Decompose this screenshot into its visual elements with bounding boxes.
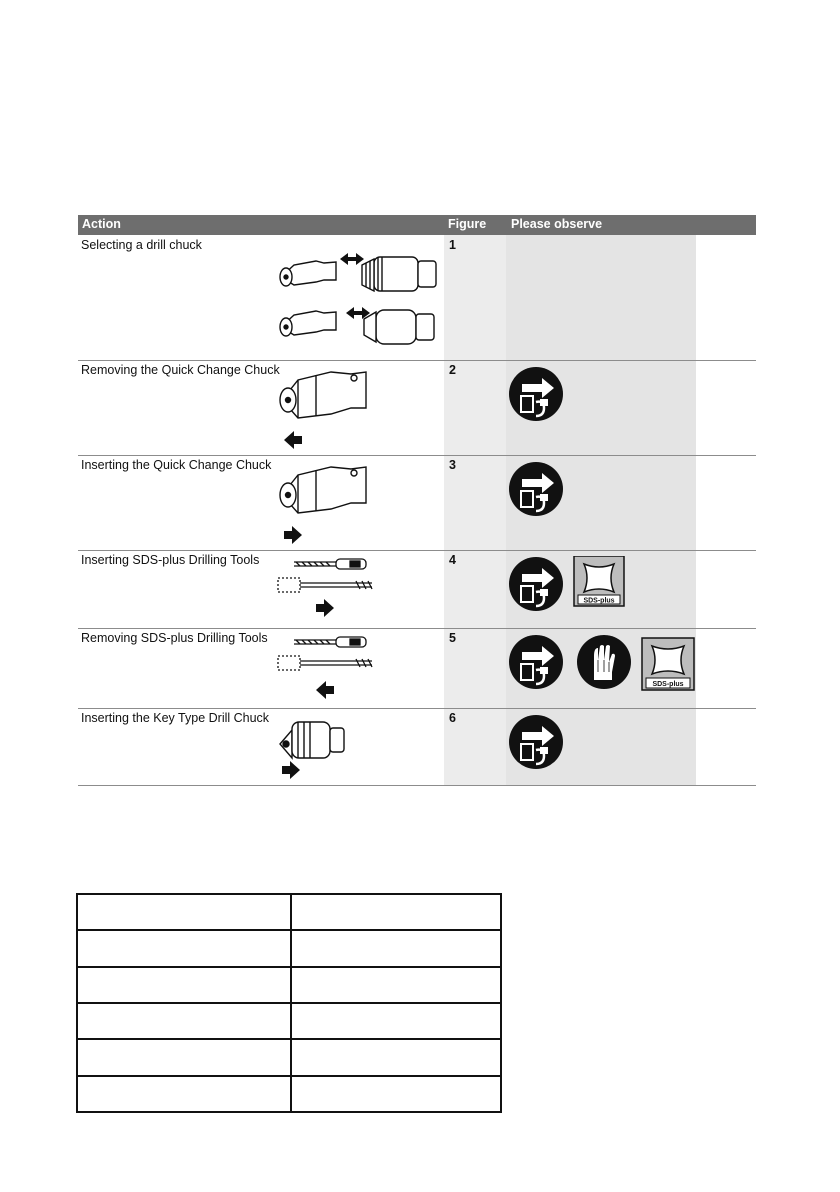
table-row [77, 1003, 501, 1039]
blank-cell [77, 1003, 291, 1039]
figure-number: 1 [449, 238, 456, 252]
unplug-icon [508, 461, 568, 521]
figure-number: 2 [449, 363, 456, 377]
blank-cell [291, 967, 501, 1003]
action-text: Inserting the Quick Change Chuck [81, 458, 272, 472]
table-row [77, 967, 501, 1003]
unplug-icon [509, 557, 563, 611]
blank-cell [291, 894, 501, 930]
action-text: Removing SDS-plus Drilling Tools [81, 631, 268, 645]
figure-number: 3 [449, 458, 456, 472]
table-row [78, 455, 756, 551]
sds-tool-removal-illustration [276, 628, 386, 706]
action-text: Inserting SDS-plus Drilling Tools [81, 553, 260, 567]
sds-tool-insert-illustration [276, 550, 386, 626]
observe-symbols [508, 366, 568, 426]
table-header [78, 215, 756, 235]
drill-chuck-selection-illustration [276, 235, 446, 355]
figure-number: 4 [449, 553, 456, 567]
sds-plus-label: SDS-plus [652, 681, 684, 688]
blank-cell [77, 894, 291, 930]
blank-cell [77, 1039, 291, 1075]
blank-cell [291, 1076, 501, 1112]
table-row [77, 894, 501, 930]
table-row [78, 708, 756, 786]
blank-cell [77, 1076, 291, 1112]
blank-table [76, 893, 502, 1113]
observe-symbols [508, 461, 568, 521]
table-row [77, 1076, 501, 1112]
table-row [78, 628, 756, 709]
unplug-icon [508, 366, 568, 426]
table-row [77, 1039, 501, 1075]
action-text: Removing the Quick Change Chuck [81, 363, 280, 377]
observe-symbols [508, 556, 632, 616]
unplug-icon [509, 635, 563, 689]
blank-cell [77, 930, 291, 966]
table-row [78, 235, 756, 361]
action-text: Inserting the Key Type Drill Chuck [81, 711, 270, 725]
sds-plus-icon [574, 556, 624, 606]
observe-symbols [508, 714, 568, 774]
header-action: Action [82, 217, 121, 231]
sds-plus-icon [642, 638, 694, 690]
header-figure: Figure [448, 217, 487, 231]
blank-cell [291, 930, 501, 966]
unplug-icon [508, 714, 568, 774]
blank-cell [291, 1039, 501, 1075]
key-type-chuck-insert-illustration [276, 708, 366, 784]
blank-cell [77, 967, 291, 1003]
figure-number: 5 [449, 631, 456, 645]
gloves-icon [577, 635, 631, 689]
header-please-observe: Please observe [511, 217, 603, 231]
blank-cell [291, 1003, 501, 1039]
table-row [78, 360, 756, 456]
table-row [78, 550, 756, 629]
figure-number: 6 [449, 711, 456, 725]
observe-symbols [508, 634, 698, 698]
quick-change-chuck-removal-illustration [276, 360, 446, 452]
quick-change-chuck-insert-illustration [276, 455, 446, 547]
action-text: Selecting a drill chuck [81, 238, 202, 252]
table-row [77, 930, 501, 966]
sds-plus-label: SDS-plus [583, 597, 615, 605]
